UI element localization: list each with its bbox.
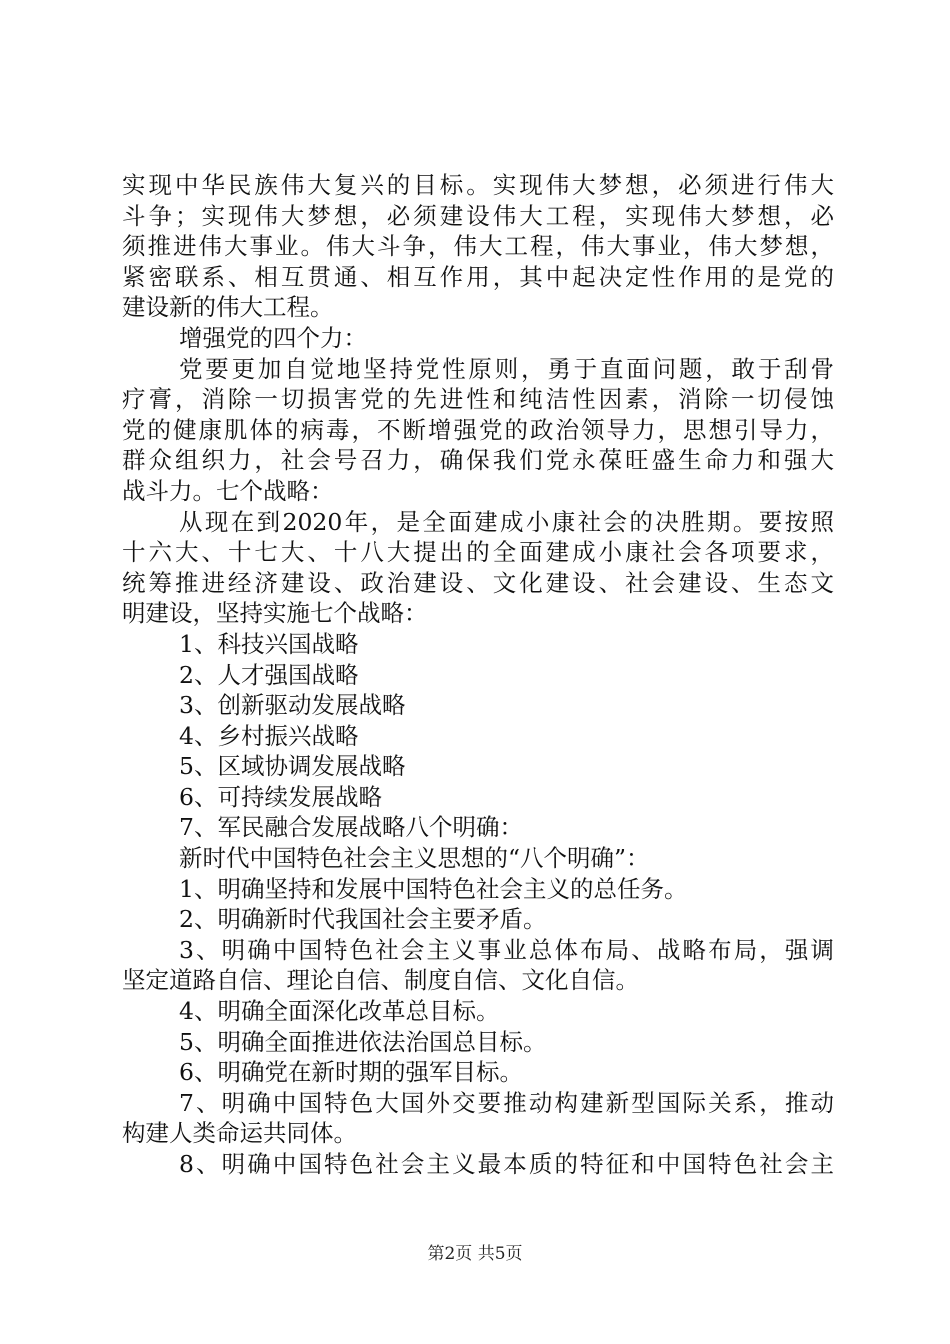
text-line: 5、区域协调发展战略: [179, 752, 406, 781]
text-line: 6、明确党在新时期的强军目标。: [179, 1058, 523, 1087]
text-line: 6、可持续发展战略: [179, 782, 382, 811]
text-line: 统筹推进经济建设、政治建设、文化建设、社会建设、生态文: [122, 568, 834, 597]
text-line: 斗争；实现伟大梦想，必须建设伟大工程，实现伟大梦想，必: [122, 201, 834, 230]
text-line: 7、明确中国特色大国外交要推动构建新型国际关系，推动: [179, 1088, 834, 1117]
text-line: 1、明确坚持和发展中国特色社会主义的总任务。: [179, 874, 688, 903]
text-line: 2、人才强国战略: [179, 660, 359, 689]
text-line: 坚定道路自信、理论自信、制度自信、文化自信。: [122, 966, 639, 995]
text-line: 3、创新驱动发展战略: [179, 691, 406, 720]
document-body: [122, 170, 834, 1180]
text-line: 十六大、十七大、十八大提出的全面建成小康社会各项要求，: [122, 538, 834, 567]
text-line: 紧密联系、相互贯通、相互作用，其中起决定性作用的是党的: [122, 262, 834, 291]
text-line: 构建人类命运共同体。: [122, 1119, 357, 1148]
text-line: 7、军民融合发展战略八个明确：: [179, 813, 523, 842]
text-line: 疗膏，消除一切损害党的先进性和纯洁性因素，消除一切侵蚀: [122, 385, 834, 414]
text-line: 明建设，坚持实施七个战略：: [122, 599, 428, 628]
text-line: 5、明确全面推进依法治国总目标。: [179, 1027, 547, 1056]
text-line: 党的健康肌体的病毒，不断增强党的政治领导力，思想引导力，: [122, 415, 834, 444]
text-line: 8、明确中国特色社会主义最本质的特征和中国特色社会主: [179, 1150, 834, 1178]
text-line: 3、明确中国特色社会主义事业总体布局、战略布局，强调: [179, 935, 834, 964]
text-line: 从现在到2020年，是全面建成小康社会的决胜期。要按照: [179, 507, 834, 536]
text-line: 1、科技兴国战略: [179, 629, 359, 658]
text-line: 新时代中国特色社会主义思想的“八个明确”：: [179, 844, 650, 873]
text-line: 4、乡村振兴战略: [179, 721, 359, 750]
text-line: 战斗力。七个战略：: [122, 476, 334, 505]
text-line: 党要更加自觉地坚持党性原则，勇于直面问题，敢于刮骨: [179, 354, 834, 383]
text-line: 增强党的四个力：: [179, 323, 367, 352]
page-number-footer: 第2页 共5页: [427, 1244, 523, 1264]
text-line: 4、明确全面深化改革总目标。: [179, 997, 500, 1026]
text-line: 群众组织力，社会号召力，确保我们党永葆旺盛生命力和强大: [122, 446, 834, 475]
text-line: 须推进伟大事业。伟大斗争，伟大工程，伟大事业，伟大梦想，: [122, 232, 834, 261]
text-line: 建设新的伟大工程。: [122, 293, 334, 322]
text-line: 2、明确新时代我国社会主要矛盾。: [179, 905, 547, 934]
text-line: 实现中华民族伟大复兴的目标。实现伟大梦想，必须进行伟大: [122, 171, 834, 199]
